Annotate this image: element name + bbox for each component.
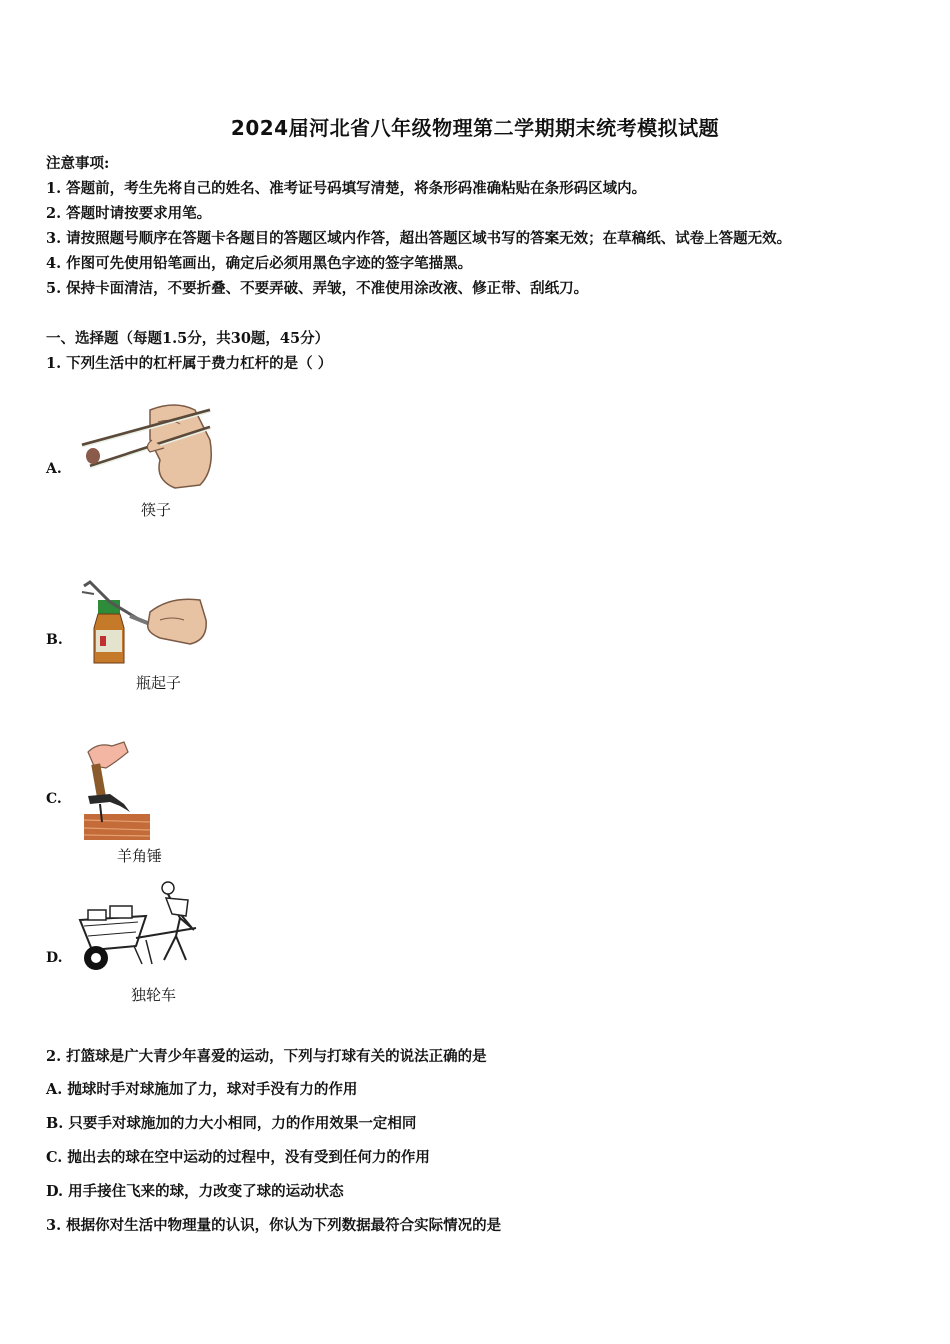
option-a-caption: 筷子 [141, 501, 172, 519]
option-b-caption: 瓶起子 [136, 674, 182, 692]
notice-item: 4. 作图可先使用铅笔画出，确定后必须用黑色字迹的签字笔描黑。 [46, 255, 473, 272]
notice-item: 5. 保持卡面清洁，不要折叠、不要弄破、弄皱，不准使用涂改液、修正带、刮纸刀。 [46, 280, 589, 297]
option-b-letter: B. [46, 632, 63, 648]
question-1-stem: 1. 下列生活中的杠杆属于费力杠杆的是（ ） [46, 355, 333, 372]
notice-item: 2. 答题时请按要求用笔。 [46, 205, 212, 222]
question-2-option-a: A. 抛球时手对球施加了力，球对手没有力的作用 [46, 1081, 358, 1098]
chopsticks-icon [80, 400, 215, 492]
question-2-option-b: B. 只要手对球施加的力大小相同，力的作用效果一定相同 [46, 1115, 417, 1132]
claw-hammer-icon [80, 740, 155, 845]
option-d-letter: D. [46, 950, 63, 966]
option-a-letter: A. [46, 461, 62, 477]
notice-item: 3. 请按照题号顺序在答题卡各题目的答题区域内作答，超出答题区域书写的答案无效；在草稿纸、试卷上答题无效。 [46, 230, 792, 247]
question-2-option-c: C. 抛出去的球在空中运动的过程中，没有受到任何力的作用 [46, 1149, 430, 1166]
option-c-caption: 羊角锤 [117, 847, 163, 865]
page-title: 2024届河北省八年级物理第二学期期末统考模拟试题 [230, 116, 720, 140]
question-3-stem: 3. 根据你对生活中物理量的认识，你认为下列数据最符合实际情况的是 [46, 1217, 502, 1234]
option-c-letter: C. [46, 791, 62, 807]
question-2-stem: 2. 打篮球是广大青少年喜爱的运动，下列与打球有关的说法正确的是 [46, 1048, 487, 1065]
option-d-caption: 独轮车 [131, 986, 177, 1004]
section-heading: 一、选择题（每题1.5分，共30题，45分） [46, 330, 330, 347]
bottle-opener-icon [80, 580, 210, 665]
notice-heading: 注意事项: [46, 155, 110, 172]
question-2-option-d: D. 用手接住飞来的球，力改变了球的运动状态 [46, 1183, 344, 1200]
wheelbarrow-icon [76, 880, 206, 975]
notice-item: 1. 答题前，考生先将自己的姓名、准考证号码填写清楚，将条形码准确粘贴在条形码区域内。 [46, 180, 647, 197]
